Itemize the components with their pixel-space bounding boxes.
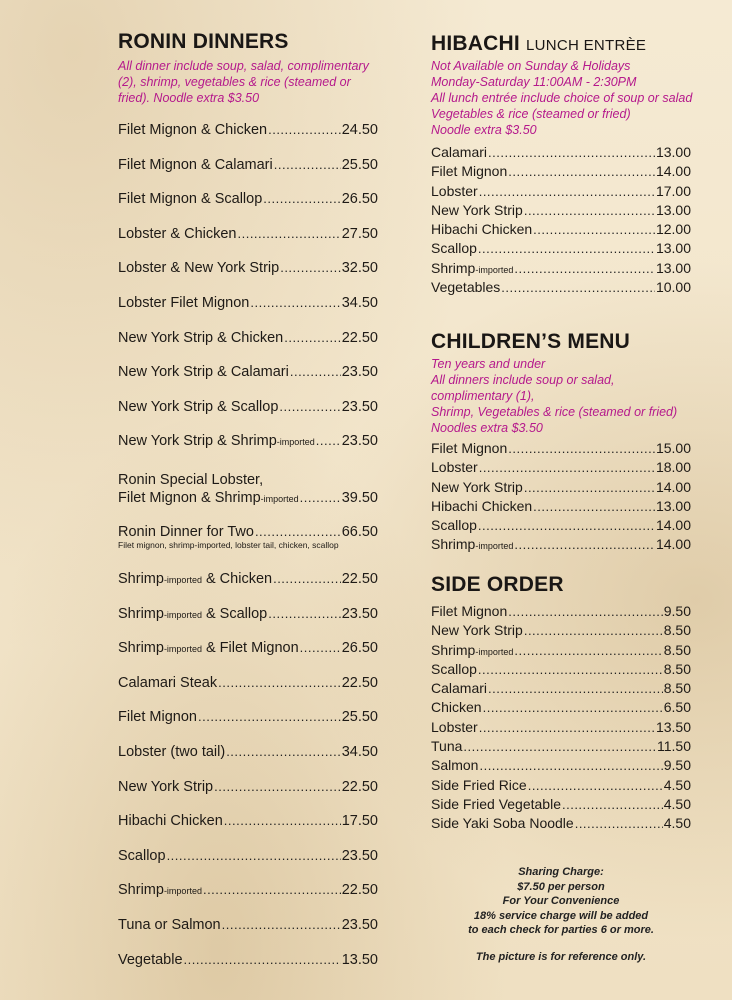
leader-dots [214, 779, 341, 794]
menu-item-name: New York Strip [431, 622, 523, 639]
leader-dots [514, 643, 662, 658]
menu-item [431, 498, 691, 517]
menu-item [431, 719, 691, 738]
hibachi-item-list [431, 144, 693, 298]
menu-item [431, 517, 691, 536]
menu-item-name-rest: & Chicken [201, 571, 273, 587]
leader-dots [224, 813, 341, 828]
menu-item-price: 23.50 [341, 605, 378, 622]
menu-item [118, 640, 378, 656]
menu-item-price: 8.50 [663, 622, 691, 639]
menu-item-price: 13.00 [655, 497, 691, 514]
menu-item-price: 8.50 [663, 641, 691, 658]
menu-item [431, 622, 691, 641]
menu-item-price: 22.50 [341, 329, 378, 346]
leader-dots [316, 433, 341, 448]
menu-item-name: Lobster [431, 459, 478, 476]
menu-item-price: 11.50 [657, 738, 691, 755]
menu-item [118, 295, 378, 311]
leader-dots [463, 739, 656, 754]
menu-item [431, 202, 691, 221]
hibachi-lunch-section [431, 32, 693, 298]
leader-dots [514, 261, 655, 276]
menu-item-name: Filet Mignon [431, 440, 508, 456]
leader-dots [268, 606, 340, 621]
leader-dots [218, 675, 341, 690]
leader-dots [478, 662, 663, 677]
ronin-special-item [118, 470, 378, 506]
ronin-dinner-for-two-item [118, 524, 378, 550]
leader-dots [478, 518, 655, 533]
menu-item-name: Lobster & New York Strip [118, 260, 280, 277]
menu-item-price: 22.50 [341, 674, 378, 691]
menu-item-name: Lobster & Chicken [118, 225, 237, 242]
menu-item-name-rest: & Scallop [201, 605, 268, 622]
menu-item-price: 6.50 [663, 699, 691, 716]
menu-item-price: 24.50 [341, 122, 378, 138]
menu-item-name: Shrimp [118, 882, 164, 899]
menu-item-price: 15.00 [655, 440, 691, 456]
menu-item-price: 23.50 [341, 917, 378, 933]
leader-dots [274, 157, 341, 172]
menu-item-price: 34.50 [341, 295, 378, 311]
leader-dots [280, 260, 341, 275]
menu-item-name: New York Strip & Scallop [118, 398, 279, 415]
menu-item [431, 183, 691, 202]
hibachi-note: Not Available on Sunday & Holidays [431, 59, 631, 73]
childrens-note: Shrimp, Vegetables & rice (steamed or fried) [431, 405, 678, 419]
menu-item-name: Shrimp [118, 571, 164, 587]
menu-item [118, 433, 378, 449]
ronin-dinners-title: RONIN DINNERS [118, 30, 289, 53]
menu-item-price: 26.50 [341, 191, 378, 208]
menu-item-name: Calamari Steak [118, 674, 218, 691]
menu-item-price: 23.50 [341, 847, 378, 864]
menu-item-price: 12.00 [655, 221, 691, 238]
leader-dots [300, 490, 341, 505]
footer-notes [431, 865, 691, 964]
hibachi-subtitle: LUNCH ENTRÈE [525, 37, 647, 54]
sharing-charge-amount: $7.50 per person [517, 880, 605, 893]
menu-item-name: Shrimp [118, 640, 164, 657]
menu-item-price: 34.50 [341, 744, 378, 760]
menu-item [118, 952, 378, 968]
menu-item-price: 23.50 [341, 398, 378, 415]
menu-item-name: Lobster [431, 718, 478, 735]
menu-item-name: Filet Mignon & Calamari [118, 156, 273, 173]
leader-dots [501, 280, 655, 295]
menu-item [431, 260, 691, 279]
menu-item [118, 226, 378, 242]
menu-item-name: Ronin Dinner for Two [118, 524, 254, 540]
menu-item-name: Shrimp [118, 605, 164, 622]
menu-item-name: Tuna or Salmon [118, 917, 221, 933]
hibachi-note: Vegetables & rice (steamed or fried) [431, 107, 631, 121]
menu-item-price: 27.50 [341, 225, 378, 242]
menu-item [118, 882, 378, 898]
menu-item-price: 25.50 [341, 156, 378, 173]
menu-item-name: Filet Mignon [431, 603, 508, 619]
leader-dots [524, 203, 655, 218]
leader-dots [226, 744, 341, 759]
menu-item-price: 17.00 [655, 182, 691, 199]
menu-item-name: New York Strip [431, 478, 523, 495]
menu-item-price: 14.00 [655, 536, 691, 553]
leader-dots [290, 364, 341, 379]
menu-item-name: Side Yaki Soba Noodle [431, 815, 574, 832]
menu-item [431, 221, 691, 240]
menu-item-name: Scallop [431, 660, 477, 677]
menu-item [118, 122, 378, 138]
menu-item-name: Side Fried Vegetable [431, 795, 561, 812]
hibachi-note: All lunch entrée include choice of soup or salad [431, 91, 693, 105]
childrens-note: Ten years and under [431, 357, 546, 371]
menu-item-price: 9.50 [663, 757, 691, 774]
menu-item-price: 13.00 [655, 240, 691, 257]
menu-item [431, 144, 691, 163]
imported-tag: -imported [475, 541, 514, 552]
menu-item-price: 22.50 [341, 778, 378, 795]
leader-dots [279, 399, 340, 414]
imported-tag: -imported [276, 437, 315, 448]
menu-item-price: 4.50 [663, 795, 691, 812]
menu-item-price: 22.50 [341, 571, 378, 587]
menu-item-price: 23.50 [341, 433, 378, 450]
leader-dots [478, 241, 655, 256]
leader-dots [528, 778, 663, 793]
leader-dots [514, 537, 655, 552]
leader-dots [237, 226, 340, 241]
menu-item [118, 675, 378, 691]
leader-dots [273, 571, 341, 586]
menu-item [431, 757, 691, 776]
menu-item-price: 66.50 [341, 524, 378, 540]
menu-item [431, 777, 691, 796]
menu-item-name: Filet Mignon & Chicken [118, 122, 268, 138]
menu-item-price: 17.50 [341, 813, 378, 830]
dinner-for-two-description: Filet mignon, shrimp-imported, lobster tail, chicken, scallop [118, 540, 339, 550]
menu-item [118, 744, 378, 760]
menu-item [118, 364, 378, 380]
imported-tag: -imported [163, 644, 202, 655]
menu-item-name: Lobster [431, 182, 478, 199]
childrens-menu-section [431, 330, 693, 556]
menu-item-name: New York Strip [431, 201, 523, 218]
menu-item [431, 680, 691, 699]
menu-item-price: 14.00 [655, 517, 691, 534]
menu-item-name: Vegetable [118, 951, 183, 968]
menu-item [118, 813, 378, 829]
menu-item-price: 13.00 [655, 144, 691, 160]
side-order-item-list [431, 603, 693, 835]
menu-item-price: 13.00 [655, 259, 691, 276]
menu-item [118, 917, 378, 933]
menu-item [431, 536, 691, 555]
menu-item-price: 18.00 [655, 459, 691, 476]
leader-dots [300, 640, 341, 655]
menu-item-price: 13.00 [655, 201, 691, 218]
leader-dots [524, 623, 663, 638]
menu-item-name: New York Strip & Calamari [118, 364, 289, 381]
menu-item [431, 440, 691, 459]
menu-item-price: 32.50 [341, 260, 378, 277]
menu-item-price: 25.50 [341, 709, 378, 726]
leader-dots [198, 709, 341, 724]
menu-item-name: Filet Mignon [118, 709, 197, 726]
leader-dots [203, 882, 341, 897]
childrens-notes [431, 356, 693, 436]
menu-item [118, 709, 378, 725]
leader-dots [575, 816, 663, 831]
side-order-section [431, 573, 693, 835]
hibachi-title: HIBACHI [431, 32, 520, 55]
menu-item-price: 39.50 [341, 490, 378, 506]
menu-item [431, 240, 691, 259]
ronin-special-line1: Ronin Special Lobster, [118, 472, 264, 488]
menu-item-name: Filet Mignon & Shrimp [118, 490, 261, 506]
leader-dots [284, 330, 340, 345]
menu-item [431, 603, 691, 622]
reference-disclaimer: The picture is for reference only. [475, 950, 647, 963]
menu-item-name: Shrimp [431, 259, 476, 276]
menu-item-name: Hibachi Chicken [118, 813, 223, 830]
menu-item [431, 279, 691, 298]
menu-item-name: Calamari [431, 680, 488, 697]
leader-dots [524, 480, 655, 495]
side-order-title: SIDE ORDER [431, 573, 564, 596]
menu-item [118, 848, 378, 864]
menu-item [431, 815, 691, 834]
menu-item-name: Hibachi Chicken [431, 221, 533, 238]
imported-tag: -imported [163, 886, 202, 897]
hibachi-note: Noodle extra $3.50 [431, 123, 537, 137]
menu-item [118, 779, 378, 795]
menu-item-price: 10.00 [655, 279, 691, 296]
imported-tag: -imported [475, 646, 514, 657]
menu-item-price: 14.00 [655, 163, 691, 180]
menu-item-name: Calamari [431, 144, 488, 160]
menu-item [118, 157, 378, 173]
menu-item [431, 459, 691, 478]
convenience-label: For Your Convenience [502, 895, 620, 907]
menu-item-name: Scallop [431, 517, 477, 534]
hibachi-note: Monday-Saturday 11:00AM - 2:30PM [431, 75, 637, 89]
menu-item [118, 260, 378, 276]
leader-dots [508, 164, 655, 179]
menu-item-price: 26.50 [341, 640, 378, 657]
leader-dots [479, 758, 662, 773]
menu-item [431, 642, 691, 661]
childrens-note: All dinners include soup or salad, complimentary (1), [431, 373, 615, 403]
menu-item [431, 796, 691, 815]
childrens-note: Noodles extra $3.50 [431, 421, 543, 435]
menu-item-price: 13.50 [655, 718, 691, 735]
menu-item-name: Hibachi Chicken [431, 497, 533, 514]
menu-item-name: Tuna [431, 738, 463, 755]
leader-dots [483, 700, 663, 715]
leader-dots [508, 441, 655, 456]
menu-item [118, 330, 378, 346]
menu-item [431, 661, 691, 680]
menu-item-price: 22.50 [341, 882, 378, 899]
imported-tag: -imported [475, 264, 514, 275]
leader-dots [222, 917, 341, 932]
leader-dots [533, 499, 655, 514]
menu-item-price: 4.50 [663, 815, 691, 832]
menu-item-name: Lobster (two tail) [118, 744, 226, 760]
menu-item-name: Lobster Filet Mignon [118, 295, 250, 311]
ronin-dinners-note: All dinner include soup, salad, complimentary (2), shrimp, vegetables & rice (steamed or fried). Noodle extra $3.50 [118, 59, 369, 105]
service-charge-note: 18% service charge will be added [473, 909, 649, 922]
leader-dots [250, 295, 340, 310]
menu-item-name: New York Strip [118, 778, 214, 795]
menu-item-price: 23.50 [341, 364, 378, 381]
menu-item-name: New York Strip & Chicken [118, 329, 284, 346]
menu-item-name-rest: & Filet Mignon [201, 640, 299, 657]
menu-item-name: Scallop [118, 847, 166, 864]
leader-dots [479, 460, 655, 475]
hibachi-notes [431, 58, 693, 138]
menu-item-price: 4.50 [663, 776, 691, 793]
imported-tag: -imported [163, 609, 202, 620]
sharing-charge-label: Sharing Charge: [518, 866, 604, 878]
leader-dots [263, 191, 340, 206]
menu-item-name: Side Fried Rice [431, 776, 527, 793]
menu-item [431, 479, 691, 498]
menu-item-name: Salmon [431, 757, 479, 774]
leader-dots [184, 952, 341, 967]
childrens-menu-title: CHILDREN’S MENU [431, 330, 631, 353]
menu-item-name: Filet Mignon & Scallop [118, 191, 263, 208]
menu-item [431, 738, 691, 757]
menu-item-price: 14.00 [655, 478, 691, 495]
leader-dots [533, 222, 655, 237]
leader-dots [508, 604, 662, 619]
menu-item-name: New York Strip & Shrimp [118, 433, 277, 450]
menu-item [118, 571, 378, 587]
imported-tag: -imported [163, 575, 202, 585]
leader-dots [255, 524, 341, 539]
menu-item [431, 163, 691, 182]
menu-item-name: Filet Mignon [431, 163, 508, 180]
leader-dots [268, 122, 341, 137]
leader-dots [479, 720, 655, 735]
leader-dots [562, 797, 663, 812]
menu-item-price: 8.50 [663, 680, 691, 697]
leader-dots [488, 681, 663, 696]
menu-item-price: 9.50 [663, 603, 691, 619]
menu-item-name: Vegetables [431, 279, 501, 296]
menu-item [118, 399, 378, 415]
menu-item [118, 191, 378, 207]
menu-item-name: Scallop [431, 240, 477, 257]
leader-dots [479, 184, 655, 199]
menu-item-name: Chicken [431, 699, 482, 716]
menu-item-name: Shrimp [431, 536, 476, 553]
leader-dots [167, 848, 341, 863]
menu-item-name: Shrimp [431, 641, 476, 658]
menu-item-price: 8.50 [663, 660, 691, 677]
service-charge-note-2: to each check for parties 6 or more. [468, 924, 654, 936]
menu-item [431, 699, 691, 718]
childrens-item-list [431, 440, 693, 556]
menu-item-price: 13.50 [341, 951, 378, 968]
imported-tag: -imported [260, 494, 299, 504]
menu-item [118, 606, 378, 622]
leader-dots [488, 145, 655, 160]
